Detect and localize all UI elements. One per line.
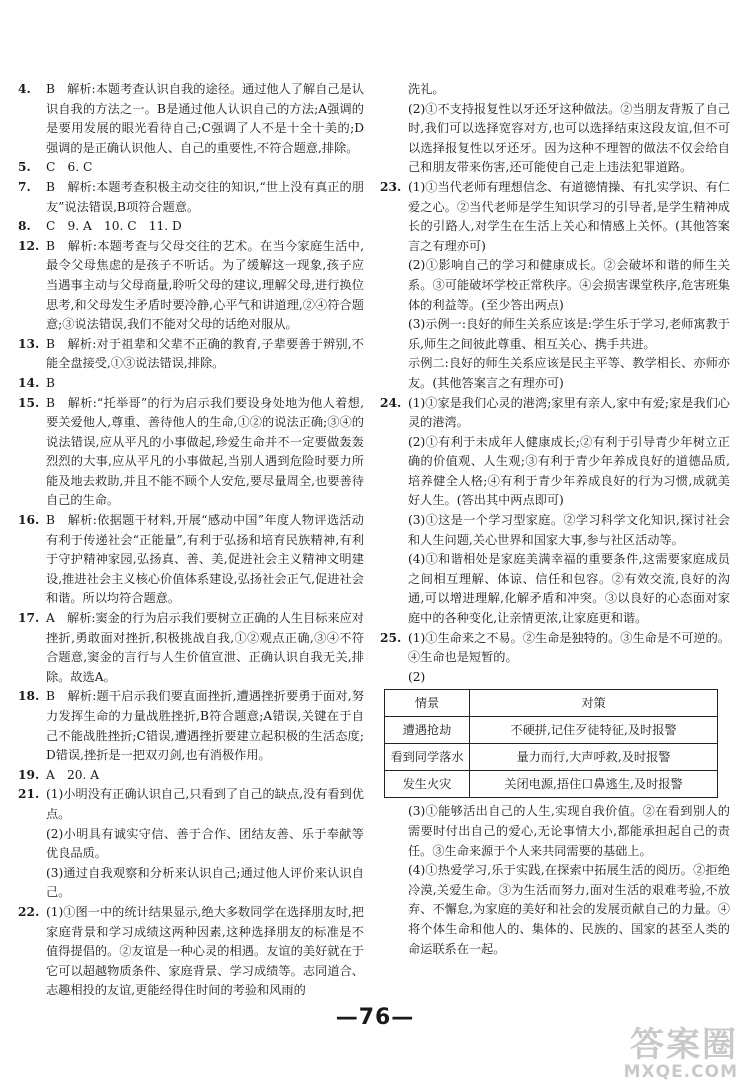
answer-item: [18, 687, 364, 765]
answer-text: 示例二:良好的师生关系应该是民主平等、教学相长、亦师亦友。(其他答案言之有理亦可): [408, 356, 730, 390]
answer-text: (1)①当代老师有理想信念、有道德情操、有扎实学识、有仁爱之心。②当代老师是学生知识学习的引导者,是学生精神成长的引路人,对学生在生活上关心和情感上关怀。(其他答案言之有理亦可): [408, 179, 730, 253]
answer-item: [18, 766, 364, 786]
answer-item: [18, 80, 364, 158]
answer-number: 5.: [18, 160, 31, 175]
answer-text: B 解析:本题考查与父母交往的艺术。在当今家庭生活中,最令父母焦虑的是孩子不听话。为了缓解这一现象,孩子应当遇事主动与父母商量,聆听父母的建议,理解父母,进行换位思考,和父母发生矛盾时要冷静,心平气和讲道理,②④符合题意;③说法错误,我们不能对父母的话绝对服从。: [46, 238, 364, 332]
answer-number: 23.: [380, 179, 402, 194]
answer-text: 洗礼。: [408, 82, 445, 96]
table-header-strategy: 对策: [470, 690, 718, 717]
answer-item: [380, 629, 730, 668]
table-row: [385, 744, 718, 771]
answer-number: 13.: [18, 336, 40, 351]
answer-text: (2)小明具有诚实守信、善于合作、团结友善、乐于奉献等优良品质。: [46, 826, 364, 861]
table-cell-strategy: 不硬拼,记住歹徒特征,及时报警: [470, 717, 718, 744]
answer-number: 18.: [18, 689, 40, 704]
answer-text: (2)①影响自己的学习和健康成长。②会破坏和谐的师生关系。③可能破坏学校正常秩序。④会损害课堂秩序,危害班集体的利益等。(至少答出两点): [408, 258, 730, 312]
table-cell-strategy: 关闭电源,捂住口鼻逃生,及时报警: [470, 771, 718, 798]
page-number: —76—: [335, 1005, 415, 1030]
answer-number: 17.: [18, 611, 40, 626]
answer-text: (4)①和谐相处是家庭美满幸福的重要条件,这需要家庭成员之间相互理解、体谅、信任和包容。②有效交流,良好的沟通,可以增进理解,化解矛盾和冲突。③以良好的心态面对家庭中的各种变化,让亲情更浓,让家庭更和谐。: [408, 552, 730, 626]
answer-text: (1)①生命来之不易。②生命是独特的。③生命是不可逆的。④生命也是短暂的。: [408, 630, 730, 665]
answer-text: B 解析:题干启示我们要直面挫折,遭遇挫折要勇于面对,努力发挥生命的力量战胜挫折,B符合题意;A错误,关键在于自己不能战胜挫折;C错误,遭遇挫折要建立起积极的生活态度;D错误,挫折是一把双刃剑,也有消极作用。: [46, 689, 364, 763]
answer-item: [18, 511, 364, 609]
answer-number: 14.: [18, 375, 40, 390]
table-row: [385, 717, 718, 744]
answer-text: (3)示例一:良好的师生关系应该是:学生乐于学习,老师寓教于乐,师生之间彼此尊重、相互关心、携手共进。: [408, 317, 730, 351]
strategy-table-wrap: [380, 689, 730, 798]
answer-item: [18, 609, 364, 687]
answer-number: 22.: [18, 904, 40, 919]
answer-item: [18, 178, 364, 217]
answer-number: 15.: [18, 395, 40, 410]
answer-text: (2): [408, 669, 426, 684]
left-column: [18, 80, 364, 1001]
answer-item: [380, 394, 730, 433]
answer-text: B 解析:对于祖辈和父辈不正确的教育,子辈要善于辨别,不能全盘接受,①③说法错误,排除。: [46, 336, 364, 371]
answer-text: (1)小明没有正确认识自己,只看到了自己的缺点,没有看到优点。: [46, 787, 364, 821]
answer-text: B 解析:依据题干材料,开展“感动中国”年度人物评选活动有利于传递社会“正能量”,有利于弘扬和培育民族精神,有利于守护精神家园,弘扬真、善、美,促进社会主义精神文明建设,推进社会主义核心价值体系建设,弘扬社会正气,促进社会和谐。所以均符合题意。: [46, 513, 364, 606]
table-cell-scenario: 看到同学落水: [385, 744, 470, 771]
right-column: [380, 80, 730, 959]
answer-item: [18, 394, 364, 512]
answer-text: (2)①不支持报复性以牙还牙这种做法。②当朋友背叛了自己时,我们可以选择宽容对方,也可以选择结束这段友谊,但不可以选择报复性以牙还牙。因为这种不理智的做法不仅会给自己和朋友带来伤害,还可能使自己走上违法犯罪道路。: [408, 101, 730, 175]
answer-text: (3)通过自我观察和分析来认识自己;通过他人评价来认识自己。: [46, 865, 364, 900]
table-row: [385, 771, 718, 798]
answer-text: (3)①能够活出自己的人生,实现自我价值。②在看到别人的需要时付出自己的爱心,无论事情大小,都能承担起自己的责任。③生命来源于个人来共同需要的基础上。: [408, 804, 730, 858]
table-header-row: [385, 690, 718, 717]
right-column-top: [380, 80, 730, 687]
answer-text: (1)①图一中的统计结果显示,绝大多数同学在选择朋友时,把家庭背景和学习成绩这两种因素,这种选择朋友的标准是不值得提倡的。②友谊是一种心灵的相遇。友谊的美好就在于它可以超越物质条件、家庭背景、学习成绩等。志同道合、志趣相投的友谊,更能经得住时间的考验和风雨的: [46, 904, 364, 998]
answer-number: 19.: [18, 767, 40, 782]
answer-item: [18, 237, 364, 335]
right-column-bottom: [380, 802, 730, 959]
answer-item: [18, 217, 364, 237]
answer-number: 7.: [18, 179, 31, 194]
strategy-table: [384, 689, 718, 798]
answer-number: 4.: [18, 82, 31, 96]
answer-number: 24.: [380, 395, 402, 410]
table-header-scenario: 情景: [385, 690, 470, 717]
answer-text: B 解析:本题考查认识自我的途径。通过他人了解自己是认识自我的方法之一。B是通过他人认识自己的方法;A强调的是要用发展的眼光看待自己;C强调了人不是十全十美的;D强调的是正确认识他人、自己的重要性,不符合题意,排除。: [46, 82, 364, 155]
answer-text: (4)①热爱学习,乐于实践,在探索中拓展生活的阅历。②拒绝冷漠,关爱生命。③为生活而努力,面对生活的艰难考验,不放弃、不懈怠,为家庭的美好和社会的发展贡献自己的力量。④将个体生命和他人的、集体的、民族的、国家的甚至人类的命运联系在一起。: [408, 863, 730, 956]
answer-text: C 9. A 10. C 11. D: [46, 219, 182, 234]
answer-item: [18, 335, 364, 374]
answer-item: [18, 785, 364, 824]
answer-text: C 6. C: [46, 160, 93, 175]
answer-item: [18, 903, 364, 1001]
answer-text: B 解析:“托举哥”的行为启示我们要设身处地为他人着想,要关爱他人,尊重、善待他人的生命,①②的说法正确;③④的说法错误,应从平凡的小事做起,珍爱生命并不一定要做轰轰烈烈的大事,应从平凡的小事做起,当别人遇到危险时要力所能及地去救助,并且不能不顾个人安危,要尽量周全,也要善待自己的生命。: [46, 395, 364, 508]
answer-text: A 解析:窦金的行为启示我们要树立正确的人生目标来应对挫折,勇敢面对挫折,积极挑战自我,①②观点正确,③④不符合题意,窦金的言行与人生价值宣泄、正确认识自我无关,排除。故选A。: [46, 611, 364, 684]
answer-text: (3)①这是一个学习型家庭。②学习科学文化知识,探讨社会和人生问题,关心世界和国家大事,参与社区活动等。: [408, 513, 730, 547]
answer-text: (1)①家是我们心灵的港湾;家里有亲人,家中有爱;家是我们心灵的港湾。: [408, 395, 730, 430]
answer-number: 12.: [18, 238, 40, 253]
watermark-logo-text: 答案圈: [630, 1025, 738, 1065]
answer-item: [18, 158, 364, 178]
answer-item: [380, 178, 730, 256]
watermark-url: MXQE.COM: [623, 1062, 738, 1082]
answer-item: [18, 374, 364, 394]
answer-number: 25.: [380, 630, 402, 645]
table-cell-strategy: 量力而行,大声呼救,及时报警: [470, 744, 718, 771]
answer-text: A 20. A: [46, 767, 100, 782]
answer-number: 8.: [18, 219, 31, 234]
answer-number: 16.: [18, 513, 40, 528]
answer-text: B 解析:本题考查积极主动交往的知识,“世上没有真正的朋友”说法错误,B项符合题意。: [46, 179, 364, 214]
watermark-logo: [588, 1025, 738, 1086]
table-cell-scenario: 遭遇抢劫: [385, 717, 470, 744]
answer-number: 21.: [18, 787, 40, 802]
table-cell-scenario: 发生火灾: [385, 771, 470, 798]
answer-text: (2)①有利于未成年人健康成长;②有利于引导青少年树立正确的价值观、人生观;③有利于青少年养成良好的道德品质,培养健全人格;④有利于青少年养成良好的行为习惯,成就美好人生。(答出其中两点即可): [408, 434, 730, 508]
answer-text: B: [46, 375, 55, 390]
